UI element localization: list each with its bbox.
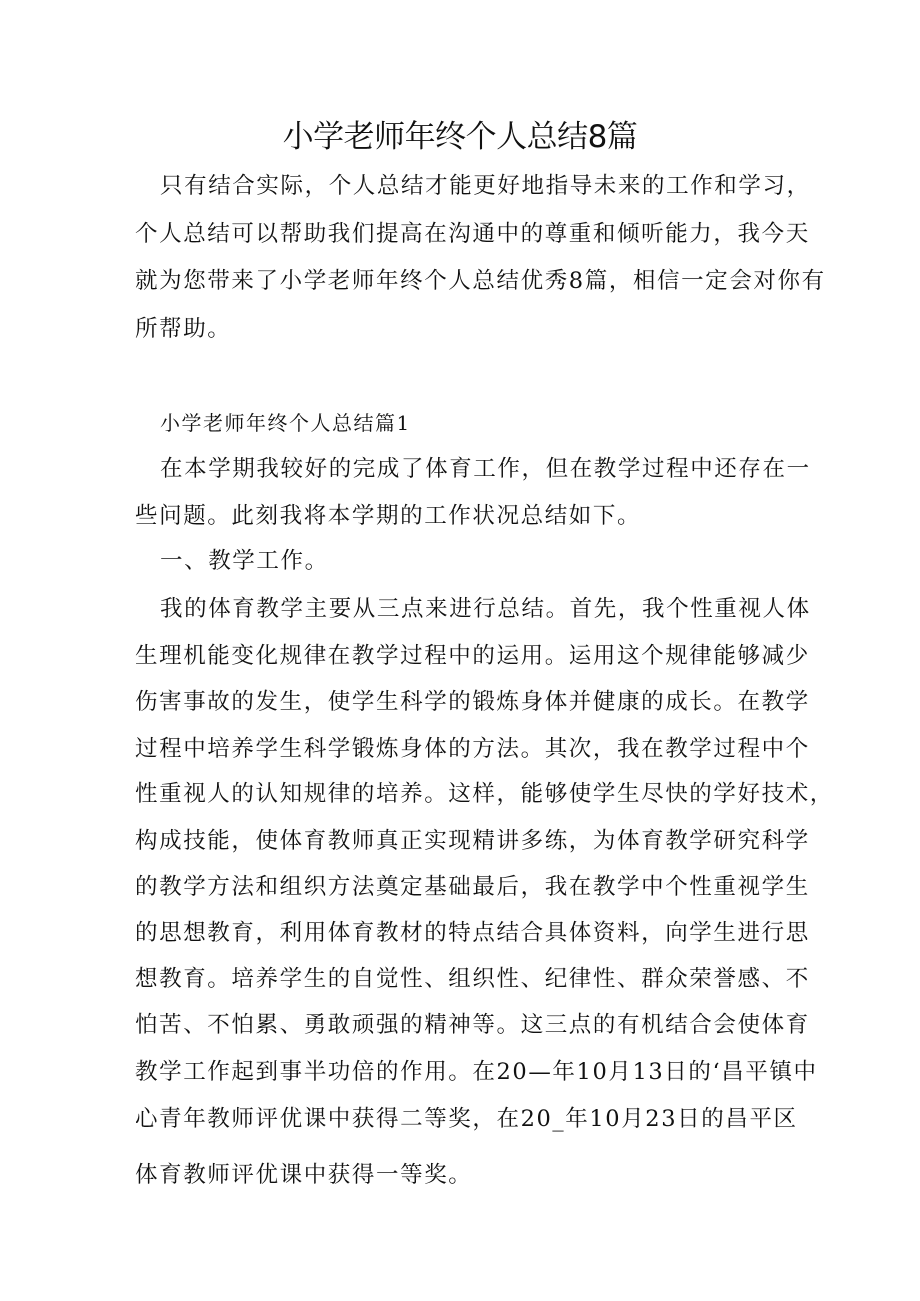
paragraph-line: 过程中培养学生科学锻炼身体的方法。其次，我在教学过程中个 — [135, 736, 810, 762]
intro-line: 只有结合实际，个人总结才能更好地指导未来的工作和学习， — [160, 173, 811, 199]
paragraph-line: 构成技能，使体育教师真正实现精讲多练，为体育教学研究科学 — [135, 828, 810, 854]
paragraph-line: 性重视人的认知规律的培养。这样，能够使学生尽快的学好技术， — [135, 781, 834, 807]
paragraph-line: 些问题。此刻我将本学期的工作状况总结如下。 — [135, 503, 642, 529]
section-heading: 小学老师年终个人总结篇1 — [160, 411, 411, 435]
paragraph-line: 想教育。培养学生的自觉性、组织性、纪律性、群众荣誉感、不 — [135, 966, 810, 992]
intro-line: 就为您带来了小学老师年终个人总结优秀8篇，相信一定会对你有 — [135, 268, 826, 294]
paragraph-line: 怕苦、不怕累、勇敢顽强的精神等。这三点的有机结合会使体育 — [135, 1012, 810, 1038]
closing-line: 体育教师评优课中获得一等奖。 — [135, 1162, 473, 1188]
paragraph-line: 的思想教育，利用体育教材的特点结合具体资料，向学生进行思 — [135, 920, 810, 946]
paragraph-line: 心青年教师评优课中获得二等奖，在20_年10月23日的昌平区 — [135, 1106, 798, 1132]
paragraph-line: 我的体育教学主要从三点来进行总结。首先，我个性重视人体 — [160, 596, 811, 622]
document-title: 小学老师年终个人总结8篇 — [282, 119, 638, 155]
paragraph-line: 教学工作起到事半功倍的作用。在20—年10月13日的‘昌平镇中 — [135, 1059, 818, 1085]
paragraph-line: 伤害事故的发生，使学生科学的锻炼身体并健康的成长。在教学 — [135, 689, 810, 715]
sub-heading: 一、教学工作。 — [160, 548, 329, 574]
intro-line: 所帮助。 — [135, 316, 232, 342]
paragraph-line: 的教学方法和组织方法奠定基础最后，我在教学中个性重视学生 — [135, 874, 810, 900]
paragraph-line: 在本学期我较好的完成了体育工作，但在教学过程中还存在一 — [160, 456, 811, 482]
paragraph-line: 生理机能变化规律在教学过程中的运用。运用这个规律能够减少 — [135, 643, 810, 669]
intro-line: 个人总结可以帮助我们提高在沟通中的尊重和倾听能力，我今天 — [135, 221, 810, 247]
